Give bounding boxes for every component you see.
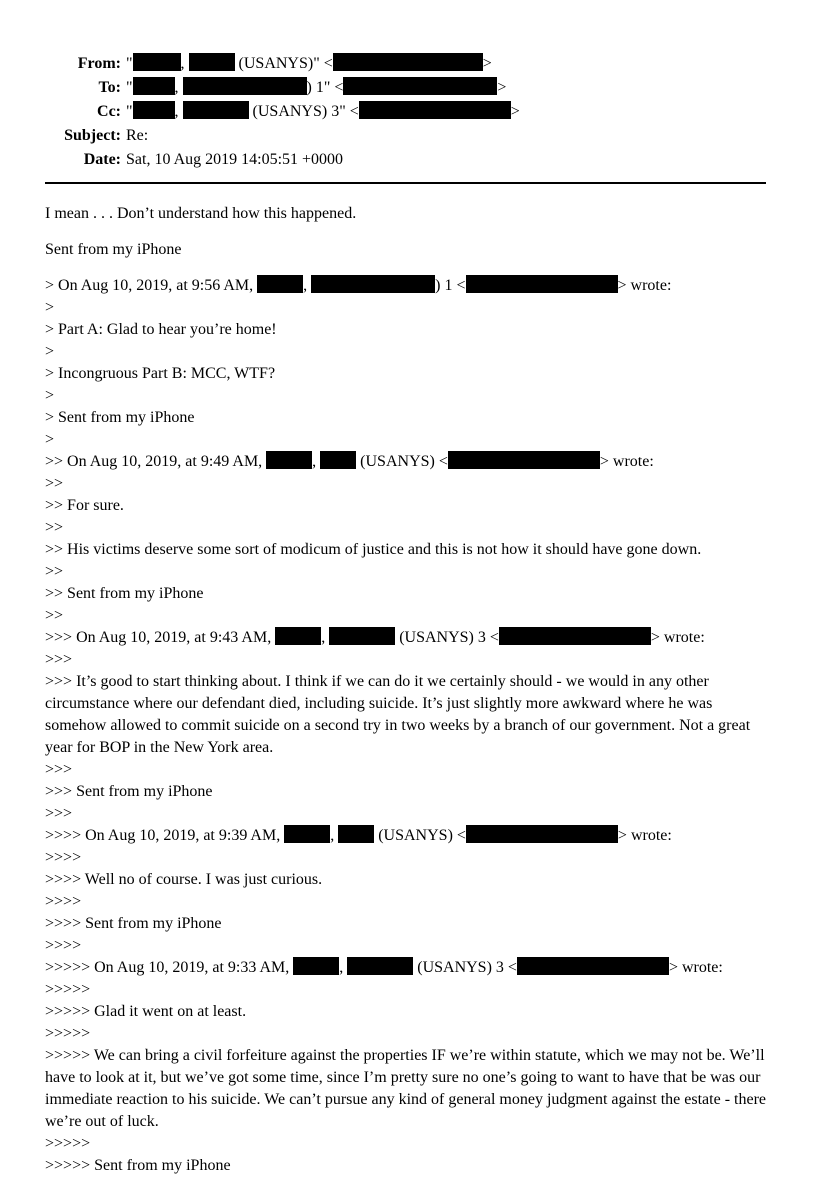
signature: Sent from my iPhone <box>45 241 182 258</box>
redaction-block <box>448 451 600 469</box>
quote-mark: " <box>126 79 133 96</box>
redaction-block <box>133 77 175 95</box>
quote-line: > <box>45 343 55 360</box>
cc-label: Cc: <box>97 103 121 120</box>
cc-value <box>126 100 520 124</box>
email-header <box>45 52 520 172</box>
quote-line: > Part A: Glad to hear you’re home! <box>45 321 277 338</box>
quote-mark: " <box>126 55 133 72</box>
cc-row <box>45 100 520 124</box>
quote-line: >>> <box>45 805 73 822</box>
quote-paragraph: >>>>> We can bring a civil forfeiture against the properties IF we’re within statute, which we may not be. We’ll have to look at it, but we’ve got some time, since I’m pretty sure no one’s going to want to have that be was our immediate reaction to his suicide. We can’t pursue any kind of general money judgment against the estate - there we’re out of luck. <box>45 1047 766 1130</box>
quote-line: >>>> Well no of course. I was just curious. <box>45 871 323 888</box>
quote-intro: >>> On Aug 10, 2019, at 9:43 AM, <box>45 629 276 646</box>
redaction-block <box>343 77 497 95</box>
quote-line: >> Sent from my iPhone <box>45 585 204 602</box>
quote-line: >> <box>45 519 64 536</box>
redaction-block <box>284 825 330 843</box>
quote-line: >>>> Sent from my iPhone <box>45 915 222 932</box>
redaction-block <box>293 957 339 975</box>
redaction-block <box>183 77 307 95</box>
bracket: > <box>497 79 507 96</box>
redaction-block <box>499 627 651 645</box>
quote-org: (USANYS) < <box>374 827 466 844</box>
redaction-block <box>466 275 618 293</box>
date-label: Date: <box>83 151 121 168</box>
quote-org: (USANYS) < <box>356 453 448 470</box>
separator: , <box>174 103 179 120</box>
wrote-label: > wrote: <box>650 629 705 646</box>
redaction-block <box>133 101 175 119</box>
quote-line: >> For sure. <box>45 497 124 514</box>
opening-line: I mean . . . Don’t understand how this happened. <box>45 205 357 222</box>
quote-line: >>>> <box>45 937 82 954</box>
to-org: ) 1" < <box>306 79 344 96</box>
quote-line: > Incongruous Part B: MCC, WTF? <box>45 365 276 382</box>
quote-header-2: >> On Aug 10, 2019, at 9:49 AM, , (USANYS) < > wrote: <box>45 453 654 470</box>
redaction-block <box>189 53 235 71</box>
redaction-block <box>311 275 435 293</box>
wrote-label: > wrote: <box>668 959 723 976</box>
quote-intro: >>>>> On Aug 10, 2019, at 9:33 AM, <box>45 959 294 976</box>
from-value <box>126 52 492 76</box>
wrote-label: > wrote: <box>617 277 672 294</box>
quote-org: (USANYS) 3 < <box>395 629 499 646</box>
quote-header-5: >>>>> On Aug 10, 2019, at 9:33 AM, , (USANYS) 3 < > wrote: <box>45 959 723 976</box>
quote-4-lines <box>45 847 770 957</box>
separator: , <box>174 79 179 96</box>
quote-header-4: >>>> On Aug 10, 2019, at 9:39 AM, , (USANYS) < > wrote: <box>45 827 672 844</box>
subject-value: Re: <box>126 127 149 144</box>
quote-header-1: > On Aug 10, 2019, at 9:56 AM, , ) 1 < > wrote: <box>45 277 672 294</box>
quote-line: >>> <box>45 761 73 778</box>
from-org: (USANYS)" < <box>234 55 333 72</box>
date-row <box>45 148 520 172</box>
redaction-block <box>359 101 511 119</box>
header-divider <box>45 182 766 184</box>
bracket: > <box>510 103 520 120</box>
quote-mark: " <box>126 103 133 120</box>
quote-line: >>> <box>45 651 73 668</box>
quote-line: > Sent from my iPhone <box>45 409 195 426</box>
quote-line: >>>>> <box>45 981 91 998</box>
quote-intro: >> On Aug 10, 2019, at 9:49 AM, <box>45 453 267 470</box>
to-label: To: <box>98 79 121 96</box>
redaction-block <box>347 957 413 975</box>
quote-line: >>>>> <box>45 1135 91 1152</box>
wrote-label: > wrote: <box>599 453 654 470</box>
redaction-block <box>266 451 312 469</box>
quote-line: > <box>45 387 55 404</box>
email-body <box>45 203 770 1177</box>
quote-line: >>>>> Sent from my iPhone <box>45 1157 231 1174</box>
redaction-block <box>275 627 321 645</box>
quote-line: >>>>> Glad it went on at least. <box>45 1003 247 1020</box>
subject-label: Subject: <box>64 127 121 144</box>
quote-line: >> His victims deserve some sort of modicum of justice and this is not how it should have gone down. <box>45 541 702 558</box>
cc-org: (USANYS) 3" < <box>248 103 359 120</box>
quote-org: ) 1 < <box>435 277 466 294</box>
quote-line: >>>> <box>45 893 82 910</box>
separator: , <box>180 55 185 72</box>
quote-header-3: >>> On Aug 10, 2019, at 9:43 AM, , (USANYS) 3 < > wrote: <box>45 629 705 646</box>
quote-intro: > On Aug 10, 2019, at 9:56 AM, <box>45 277 258 294</box>
to-row <box>45 76 520 100</box>
to-value <box>126 76 506 100</box>
quote-org: (USANYS) 3 < <box>413 959 517 976</box>
bracket: > <box>482 55 492 72</box>
quote-line: > <box>45 299 55 316</box>
from-label: From: <box>77 55 121 72</box>
date-value: Sat, 10 Aug 2019 14:05:51 +0000 <box>126 151 344 168</box>
quote-line: >> <box>45 607 64 624</box>
quote-line: >>>> <box>45 849 82 866</box>
quote-line: >>>>> <box>45 1025 91 1042</box>
redaction-block <box>329 627 395 645</box>
redaction-block <box>338 825 374 843</box>
quote-line: >> <box>45 475 64 492</box>
quote-2-lines <box>45 473 770 627</box>
redaction-block <box>333 53 483 71</box>
quote-paragraph: >>> It’s good to start thinking about. I think if we can do it we certainly should - we would in any other circumstance where our defendant died, including suicide. It’s just slightly more awkward where he was somehow allowed to commit suicide on a second try in two weeks by a branch of our government. Not a great year for BOP in the New York area. <box>45 673 751 756</box>
quote-line: >>> Sent from my iPhone <box>45 783 213 800</box>
wrote-label: > wrote: <box>617 827 672 844</box>
subject-row <box>45 124 520 148</box>
redaction-block <box>257 275 303 293</box>
quote-intro: >>>> On Aug 10, 2019, at 9:39 AM, <box>45 827 285 844</box>
redaction-block <box>133 53 181 71</box>
redaction-block <box>183 101 249 119</box>
from-row <box>45 52 520 76</box>
redaction-block <box>466 825 618 843</box>
redaction-block <box>320 451 356 469</box>
quote-line: > <box>45 431 55 448</box>
redaction-block <box>517 957 669 975</box>
quote-line: >> <box>45 563 64 580</box>
quote-1-lines <box>45 297 770 451</box>
